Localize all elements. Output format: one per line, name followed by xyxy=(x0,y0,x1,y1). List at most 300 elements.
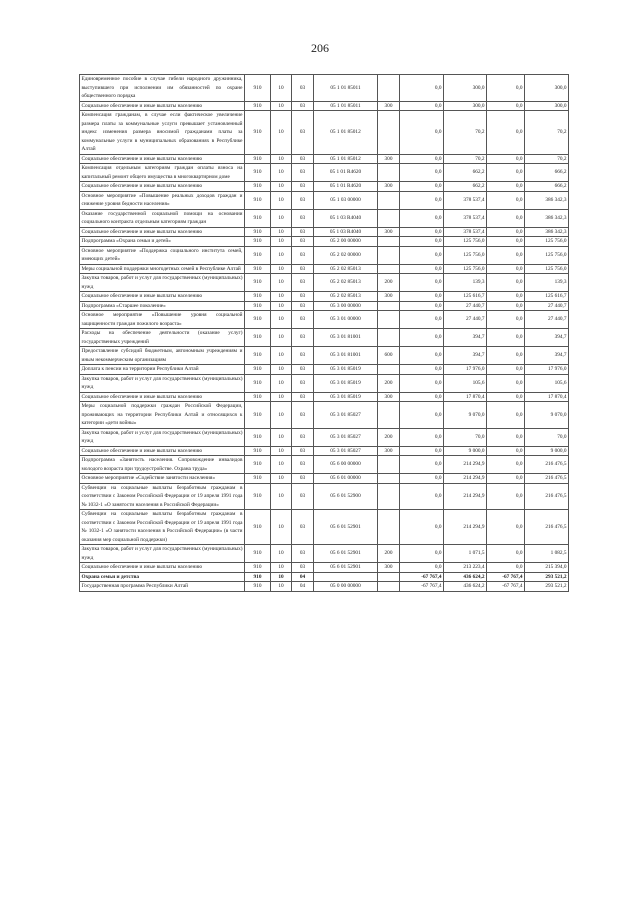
row-section-code: 10 xyxy=(271,474,292,484)
row-amount-3: 0,0 xyxy=(487,545,525,563)
row-section-code: 10 xyxy=(271,483,292,510)
row-section-code: 10 xyxy=(271,582,292,592)
row-amount-3: 0,0 xyxy=(487,292,525,302)
row-amount-2: 214 294,9 xyxy=(444,456,487,474)
row-expense-type-code xyxy=(378,111,400,155)
row-amount-2: 125 756,0 xyxy=(444,246,487,264)
row-amount-1: 0,0 xyxy=(400,182,444,192)
row-ministry-code: 910 xyxy=(245,237,271,247)
row-expense-type-code xyxy=(378,237,400,247)
row-expense-type-code: 600 xyxy=(378,347,400,365)
row-name-cell: Меры социальной поддержки граждан Российской Федерации, проживающих на территории Республики Алтай и относящихся к категории «дети войны» xyxy=(81,403,243,426)
row-amount-3: 0,0 xyxy=(487,75,525,102)
row-expense-type-code xyxy=(378,164,400,182)
row-expense-type-code: 300 xyxy=(378,292,400,302)
row-amount-3: 0,0 xyxy=(487,164,525,182)
row-ministry-code: 910 xyxy=(245,474,271,484)
row-amount-2: 394,7 xyxy=(444,347,487,365)
row-target-code: 05 6 01 52900 xyxy=(314,483,378,510)
row-target-code: 05 2 02 85013 xyxy=(314,274,378,292)
row-ministry-code: 910 xyxy=(245,329,271,347)
row-expense-type-code xyxy=(378,456,400,474)
row-subsection-code: 03 xyxy=(292,374,314,392)
row-amount-4: 17 976,0 xyxy=(525,365,569,375)
row-name-cell: Социальное обеспечение и иные выплаты населению xyxy=(80,154,245,164)
row-amount-3: 0,0 xyxy=(487,374,525,392)
row-target-code: 05 2 02 85013 xyxy=(314,264,378,274)
row-name-cell: Доплата к пенсии на территории Республики Алтай xyxy=(80,365,245,375)
row-amount-1: 0,0 xyxy=(400,329,444,347)
table-row xyxy=(80,483,569,510)
table-row xyxy=(80,111,569,155)
row-section-code: 10 xyxy=(271,329,292,347)
row-expense-type-code xyxy=(378,246,400,264)
table-row xyxy=(80,545,569,563)
row-ministry-code: 910 xyxy=(245,209,271,227)
row-amount-3: 0,0 xyxy=(487,329,525,347)
row-amount-2: 436 624,2 xyxy=(444,582,487,592)
row-amount-1: 0,0 xyxy=(400,246,444,264)
table-row xyxy=(80,329,569,347)
row-ministry-code: 910 xyxy=(245,154,271,164)
row-amount-3: 0,0 xyxy=(487,154,525,164)
row-amount-1: 0,0 xyxy=(400,347,444,365)
row-expense-type-code: 300 xyxy=(378,227,400,237)
row-target-code: 05 6 00 00000 xyxy=(314,456,378,474)
row-section-code: 10 xyxy=(271,182,292,192)
row-amount-3: 0,0 xyxy=(487,191,525,209)
row-expense-type-code: 200 xyxy=(378,274,400,292)
row-expense-type-code xyxy=(378,329,400,347)
row-ministry-code: 910 xyxy=(245,402,271,429)
row-section-code: 10 xyxy=(271,154,292,164)
row-section-code: 10 xyxy=(271,545,292,563)
row-amount-3: 0,0 xyxy=(487,563,525,573)
row-amount-1: 0,0 xyxy=(400,274,444,292)
row-amount-1: 0,0 xyxy=(400,510,444,545)
row-section-code: 10 xyxy=(271,264,292,274)
row-amount-4: 293 521,2 xyxy=(525,572,569,582)
row-amount-4: 125 756,0 xyxy=(525,264,569,274)
row-amount-4: 293 521,2 xyxy=(525,582,569,592)
row-amount-1: 0,0 xyxy=(400,483,444,510)
row-name-cell: Единовременное пособие в случае гибели народного дружинника, выступившего при исполнении им обязанностей по охране общественного порядка xyxy=(81,76,243,99)
row-name-cell: Социальное обеспечение и иные выплаты населению xyxy=(80,101,245,111)
row-ministry-code: 910 xyxy=(245,456,271,474)
row-amount-3: 0,0 xyxy=(487,402,525,429)
row-target-code: 05 1 03 R4040 xyxy=(314,209,378,227)
row-amount-2: 214 294,9 xyxy=(444,483,487,510)
row-name-cell: Субвенции на социальные выплаты безработным гражданам в соответствии с Законом Российской Федерации от 19 апреля 1991 года № 1032-1 «О занятости населения в Российской Федерации» (в части оказания мер социальной поддержки) xyxy=(81,511,243,543)
row-amount-4: 70,0 xyxy=(525,428,569,446)
row-ministry-code: 910 xyxy=(245,227,271,237)
row-amount-1: 0,0 xyxy=(400,101,444,111)
row-amount-3: -67 767,4 xyxy=(487,572,525,582)
row-amount-2: 378 537,4 xyxy=(444,191,487,209)
row-subsection-code: 03 xyxy=(292,264,314,274)
row-amount-2: 662,2 xyxy=(444,182,487,192)
row-expense-type-code xyxy=(378,402,400,429)
row-section-code: 10 xyxy=(271,311,292,329)
row-subsection-code: 03 xyxy=(292,209,314,227)
row-subsection-code: 03 xyxy=(292,392,314,402)
row-amount-2: 70,2 xyxy=(444,111,487,155)
row-subsection-code: 03 xyxy=(292,563,314,573)
row-name-cell: Социальное обеспечение и иные выплаты населению xyxy=(80,227,245,237)
row-section-code: 10 xyxy=(271,274,292,292)
row-amount-1: 0,0 xyxy=(400,311,444,329)
row-subsection-code: 03 xyxy=(292,510,314,545)
row-amount-1: -67 767,4 xyxy=(400,572,444,582)
row-amount-3: 0,0 xyxy=(487,182,525,192)
row-amount-3: 0,0 xyxy=(487,510,525,545)
row-section-code: 10 xyxy=(271,227,292,237)
row-amount-2: 436 624,2 xyxy=(444,572,487,582)
row-section-code: 10 xyxy=(271,510,292,545)
row-target-code: 05 3 01 85027 xyxy=(314,402,378,429)
row-amount-1: 0,0 xyxy=(400,446,444,456)
table-row xyxy=(80,572,569,582)
row-name-cell: Социальное обеспечение и иные выплаты населению xyxy=(80,182,245,192)
row-amount-4: 125 756,0 xyxy=(525,237,569,247)
row-amount-4: 9 070,0 xyxy=(525,402,569,429)
row-target-code: 05 3 01 81001 xyxy=(314,329,378,347)
table-row xyxy=(80,101,569,111)
row-ministry-code: 910 xyxy=(245,582,271,592)
row-ministry-code: 910 xyxy=(245,164,271,182)
row-amount-2: 125 756,0 xyxy=(444,237,487,247)
row-name-cell: Предоставление субсидий бюджетным, автономным учреждениям и иным некоммерческим организациям xyxy=(81,348,243,363)
table-row xyxy=(80,402,569,429)
row-expense-type-code xyxy=(378,510,400,545)
row-amount-4: 27 440,7 xyxy=(525,311,569,329)
table-row xyxy=(80,182,569,192)
row-expense-type-code: 300 xyxy=(378,392,400,402)
row-ministry-code: 910 xyxy=(245,101,271,111)
row-expense-type-code xyxy=(378,365,400,375)
row-amount-2: 378 537,4 xyxy=(444,209,487,227)
row-section-code: 10 xyxy=(271,365,292,375)
row-amount-3: 0,0 xyxy=(487,474,525,484)
table-row xyxy=(80,563,569,573)
row-expense-type-code xyxy=(378,301,400,311)
row-ministry-code: 910 xyxy=(245,301,271,311)
row-name-cell: Охрана семьи и детства xyxy=(80,572,245,582)
row-name-cell: Компенсация гражданам, в случае если фактическое увеличение размера платы за коммунальные услуги превышает установленный индекс изменения размера вносимой гражданами платы за коммунальные услуги в муниципальных образованиях в Республике Алтай xyxy=(81,112,243,152)
row-name-cell: Закупка товаров, работ и услуг для государственных (муниципальных) нужд xyxy=(81,546,243,561)
row-amount-1: 0,0 xyxy=(400,563,444,573)
row-section-code: 10 xyxy=(271,191,292,209)
row-amount-2: 394,7 xyxy=(444,329,487,347)
table-row xyxy=(80,227,569,237)
row-expense-type-code xyxy=(378,209,400,227)
row-target-code: 05 6 01 52901 xyxy=(314,545,378,563)
row-target-code: 05 0 00 00000 xyxy=(314,582,378,592)
row-ministry-code: 910 xyxy=(245,563,271,573)
row-name-cell: Социальное обеспечение и иные выплаты населению xyxy=(80,292,245,302)
row-subsection-code: 03 xyxy=(292,446,314,456)
row-subsection-code: 03 xyxy=(292,292,314,302)
row-name-cell: Государственная программа Республики Алтай xyxy=(80,582,245,592)
row-section-code: 10 xyxy=(271,246,292,264)
row-ministry-code: 910 xyxy=(245,191,271,209)
row-amount-1: 0,0 xyxy=(400,365,444,375)
row-expense-type-code xyxy=(378,474,400,484)
row-amount-3: 0,0 xyxy=(487,227,525,237)
table-row xyxy=(80,264,569,274)
row-target-code: 05 1 01 85011 xyxy=(314,101,378,111)
row-target-code: 05 2 00 00000 xyxy=(314,237,378,247)
table-row xyxy=(80,75,569,102)
row-amount-1: 0,0 xyxy=(400,402,444,429)
row-amount-2: 105,6 xyxy=(444,374,487,392)
row-expense-type-code: 300 xyxy=(378,101,400,111)
row-amount-3: 0,0 xyxy=(487,209,525,227)
row-expense-type-code: 300 xyxy=(378,563,400,573)
row-name-cell: Основное мероприятие «Поддержка социального института семей, имеющих детей» xyxy=(81,247,243,262)
row-ministry-code: 910 xyxy=(245,347,271,365)
table-row xyxy=(80,274,569,292)
row-amount-1: 0,0 xyxy=(400,374,444,392)
row-section-code: 10 xyxy=(271,237,292,247)
row-amount-2: 662,2 xyxy=(444,164,487,182)
row-amount-4: 300,0 xyxy=(525,75,569,102)
row-name-cell: Закупка товаров, работ и услуг для государственных (муниципальных) нужд xyxy=(81,429,243,444)
row-amount-1: 0,0 xyxy=(400,545,444,563)
row-subsection-code: 03 xyxy=(292,545,314,563)
table-row xyxy=(80,246,569,264)
table-row xyxy=(80,582,569,592)
table-row xyxy=(80,392,569,402)
row-subsection-code: 03 xyxy=(292,456,314,474)
row-amount-4: 125 616,7 xyxy=(525,292,569,302)
row-amount-3: 0,0 xyxy=(487,456,525,474)
row-expense-type-code: 200 xyxy=(378,545,400,563)
row-subsection-code: 03 xyxy=(292,154,314,164)
row-amount-1: 0,0 xyxy=(400,191,444,209)
row-amount-4: 386 342,3 xyxy=(525,191,569,209)
row-amount-4: 70,2 xyxy=(525,154,569,164)
row-amount-4: 139,3 xyxy=(525,274,569,292)
row-target-code: 05 3 01 85019 xyxy=(314,392,378,402)
row-amount-4: 394,7 xyxy=(525,347,569,365)
row-section-code: 10 xyxy=(271,301,292,311)
row-subsection-code: 03 xyxy=(292,365,314,375)
row-section-code: 10 xyxy=(271,402,292,429)
row-expense-type-code xyxy=(378,264,400,274)
row-amount-4: 125 756,0 xyxy=(525,246,569,264)
row-name-cell: Расходы на обеспечение деятельности (оказание услуг) государственных учреждений xyxy=(81,330,243,345)
row-name-cell: Социальное обеспечение и иные выплаты населению xyxy=(80,392,245,402)
row-expense-type-code: 300 xyxy=(378,182,400,192)
row-ministry-code: 910 xyxy=(245,483,271,510)
row-amount-2: 378 537,4 xyxy=(444,227,487,237)
row-target-code: 05 1 01 85012 xyxy=(314,154,378,164)
row-amount-1: 0,0 xyxy=(400,456,444,474)
row-target-code: 05 3 01 85019 xyxy=(314,374,378,392)
row-amount-4: 216 476,5 xyxy=(525,483,569,510)
row-target-code xyxy=(314,572,378,582)
row-amount-1: 0,0 xyxy=(400,301,444,311)
table-row xyxy=(80,292,569,302)
row-target-code: 05 2 02 85013 xyxy=(314,292,378,302)
row-subsection-code: 03 xyxy=(292,101,314,111)
row-subsection-code: 03 xyxy=(292,164,314,182)
row-amount-3: 0,0 xyxy=(487,347,525,365)
row-section-code: 10 xyxy=(271,563,292,573)
row-amount-4: 216 476,5 xyxy=(525,474,569,484)
row-expense-type-code: 300 xyxy=(378,154,400,164)
row-expense-type-code: 200 xyxy=(378,428,400,446)
row-amount-2: 213 223,4 xyxy=(444,563,487,573)
row-subsection-code: 03 xyxy=(292,483,314,510)
row-subsection-code: 03 xyxy=(292,329,314,347)
row-amount-2: 9 000,0 xyxy=(444,446,487,456)
table-row xyxy=(80,154,569,164)
row-amount-3: 0,0 xyxy=(487,311,525,329)
row-target-code: 05 6 01 52901 xyxy=(314,563,378,573)
row-expense-type-code xyxy=(378,582,400,592)
row-section-code: 10 xyxy=(271,209,292,227)
row-amount-2: 17 870,4 xyxy=(444,392,487,402)
row-amount-3: 0,0 xyxy=(487,274,525,292)
row-expense-type-code xyxy=(378,572,400,582)
table-row xyxy=(80,446,569,456)
table-row xyxy=(80,474,569,484)
row-name-cell: Социальное обеспечение и иные выплаты населению xyxy=(80,563,245,573)
row-ministry-code: 910 xyxy=(245,365,271,375)
table-row xyxy=(80,456,569,474)
row-expense-type-code: 200 xyxy=(378,374,400,392)
row-name-cell: Основное мероприятие «Повышение уровня социальной защищенности граждан пожилого возраста» xyxy=(81,312,243,327)
row-section-code: 10 xyxy=(271,446,292,456)
row-target-code: 05 3 01 00000 xyxy=(314,311,378,329)
row-amount-3: 0,0 xyxy=(487,483,525,510)
row-expense-type-code xyxy=(378,191,400,209)
page-number: 206 xyxy=(311,41,329,55)
row-amount-4: 70,2 xyxy=(525,111,569,155)
row-target-code: 05 1 01 R4620 xyxy=(314,182,378,192)
row-amount-1: 0,0 xyxy=(400,264,444,274)
row-name-cell: Подпрограмма «Занятость населения. Сопровождение инвалидов молодого возраста при трудоустройстве. Охрана труда» xyxy=(81,457,243,472)
row-ministry-code: 910 xyxy=(245,182,271,192)
table-row xyxy=(80,301,569,311)
row-amount-3: 0,0 xyxy=(487,246,525,264)
row-ministry-code: 910 xyxy=(245,292,271,302)
row-ministry-code: 910 xyxy=(245,510,271,545)
row-amount-2: 139,3 xyxy=(444,274,487,292)
row-expense-type-code xyxy=(378,75,400,102)
table-row xyxy=(80,428,569,446)
row-amount-4: 17 870,4 xyxy=(525,392,569,402)
row-target-code: 05 6 01 00000 xyxy=(314,474,378,484)
row-amount-4: 215 394,0 xyxy=(525,563,569,573)
row-amount-4: 386 342,3 xyxy=(525,227,569,237)
row-subsection-code: 03 xyxy=(292,111,314,155)
row-amount-3: 0,0 xyxy=(487,101,525,111)
row-target-code: 05 3 01 81001 xyxy=(314,347,378,365)
row-section-code: 10 xyxy=(271,75,292,102)
row-expense-type-code: 300 xyxy=(378,446,400,456)
row-amount-2: 27 440,7 xyxy=(444,301,487,311)
row-section-code: 10 xyxy=(271,347,292,365)
table-row xyxy=(80,209,569,227)
table-row xyxy=(80,311,569,329)
row-amount-2: 300,0 xyxy=(444,101,487,111)
row-section-code: 10 xyxy=(271,428,292,446)
row-subsection-code: 03 xyxy=(292,237,314,247)
row-amount-2: 214 294,9 xyxy=(444,510,487,545)
row-target-code: 05 1 01 R4620 xyxy=(314,164,378,182)
row-amount-1: 0,0 xyxy=(400,164,444,182)
row-amount-2: 125 756,0 xyxy=(444,264,487,274)
row-ministry-code: 910 xyxy=(245,264,271,274)
row-target-code: 05 3 01 85027 xyxy=(314,428,378,446)
row-amount-1: 0,0 xyxy=(400,428,444,446)
row-ministry-code: 910 xyxy=(245,428,271,446)
row-amount-3: 0,0 xyxy=(487,301,525,311)
row-subsection-code: 03 xyxy=(292,474,314,484)
row-name-cell: Компенсация отдельным категориям граждан оплаты взноса на капитальный ремонт общего имущества в многоквартирном доме xyxy=(81,165,243,180)
table-row xyxy=(80,510,569,545)
row-amount-4: 216 476,5 xyxy=(525,510,569,545)
row-ministry-code: 910 xyxy=(245,446,271,456)
row-amount-4: 666,2 xyxy=(525,182,569,192)
row-section-code: 10 xyxy=(271,572,292,582)
row-amount-1: 0,0 xyxy=(400,75,444,102)
row-amount-3: 0,0 xyxy=(487,392,525,402)
row-amount-4: 666,2 xyxy=(525,164,569,182)
row-amount-1: 0,0 xyxy=(400,227,444,237)
row-target-code: 05 1 01 85011 xyxy=(314,75,378,102)
row-section-code: 10 xyxy=(271,392,292,402)
row-amount-1: 0,0 xyxy=(400,237,444,247)
budget-table xyxy=(79,74,569,592)
row-amount-3: -67 767,4 xyxy=(487,582,525,592)
table-row xyxy=(80,347,569,365)
row-amount-1: -67 767,4 xyxy=(400,582,444,592)
row-subsection-code: 03 xyxy=(292,182,314,192)
row-amount-1: 0,0 xyxy=(400,154,444,164)
row-amount-4: 1 082,5 xyxy=(525,545,569,563)
row-subsection-code: 03 xyxy=(292,301,314,311)
table-row xyxy=(80,365,569,375)
row-amount-1: 0,0 xyxy=(400,392,444,402)
row-ministry-code: 910 xyxy=(245,572,271,582)
table-row xyxy=(80,164,569,182)
row-amount-2: 1 071,5 xyxy=(444,545,487,563)
table-row xyxy=(80,191,569,209)
row-section-code: 10 xyxy=(271,111,292,155)
row-amount-4: 216 476,5 xyxy=(525,456,569,474)
row-ministry-code: 910 xyxy=(245,246,271,264)
row-amount-1: 0,0 xyxy=(400,209,444,227)
row-name-cell: Подпрограмма «Охрана семьи и детей» xyxy=(80,237,245,247)
row-ministry-code: 910 xyxy=(245,545,271,563)
row-subsection-code: 04 xyxy=(292,582,314,592)
row-amount-2: 70,0 xyxy=(444,428,487,446)
row-amount-4: 394,7 xyxy=(525,329,569,347)
row-amount-3: 0,0 xyxy=(487,428,525,446)
row-name-cell: Социальное обеспечение и иные выплаты населению xyxy=(80,446,245,456)
row-amount-3: 0,0 xyxy=(487,446,525,456)
table-row xyxy=(80,237,569,247)
row-target-code: 05 3 01 85027 xyxy=(314,446,378,456)
row-target-code: 05 1 01 85012 xyxy=(314,111,378,155)
table-row xyxy=(80,374,569,392)
row-amount-3: 0,0 xyxy=(487,264,525,274)
row-section-code: 10 xyxy=(271,456,292,474)
